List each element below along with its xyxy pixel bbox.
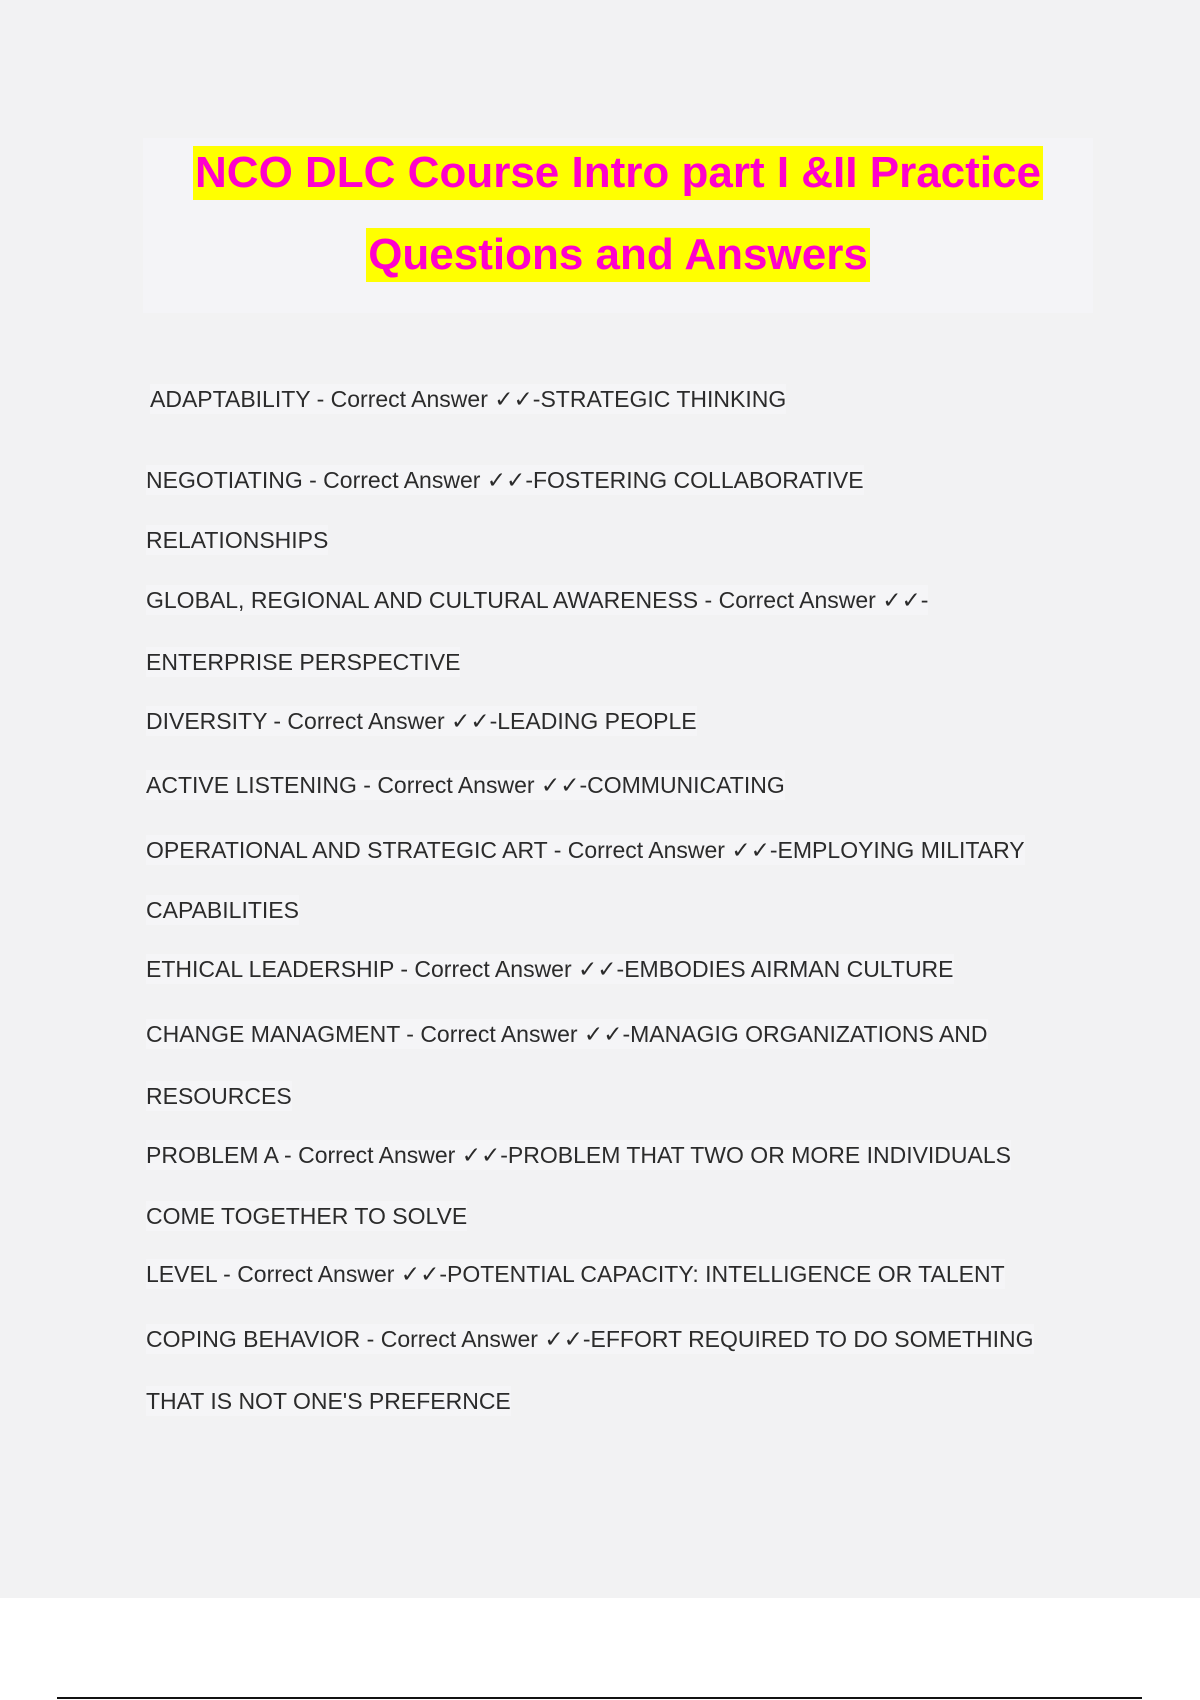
qa-line: ACTIVE LISTENING - Correct Answer ✓✓-COMMUNICATING — [146, 772, 785, 798]
qa-line: THAT IS NOT ONE'S PREFERNCE — [146, 1388, 511, 1414]
qa-line: COME TOGETHER TO SOLVE — [146, 1203, 468, 1229]
qa-line: ADAPTABILITY - Correct Answer ✓✓-STRATEGIC THINKING — [150, 386, 787, 412]
qa-line: RELATIONSHIPS — [146, 527, 329, 553]
qa-line: PROBLEM A - Correct Answer ✓✓-PROBLEM THAT TWO OR MORE INDIVIDUALS — [146, 1142, 1012, 1168]
qa-line: GLOBAL, REGIONAL AND CULTURAL AWARENESS - Correct Answer ✓✓- — [146, 587, 929, 613]
qa-line: ENTERPRISE PERSPECTIVE — [146, 649, 461, 675]
qa-line: LEVEL - Correct Answer ✓✓-POTENTIAL CAPACITY: INTELLIGENCE OR TALENT — [146, 1261, 1005, 1287]
qa-line: CAPABILITIES — [146, 897, 299, 923]
qa-line: DIVERSITY - Correct Answer ✓✓-LEADING PEOPLE — [146, 708, 697, 734]
page-title-line-2: Questions and Answers — [366, 228, 870, 282]
page-title-line-1: NCO DLC Course Intro part I &II Practice — [193, 146, 1043, 200]
qa-line: OPERATIONAL AND STRATEGIC ART - Correct Answer ✓✓-EMPLOYING MILITARY — [146, 837, 1025, 863]
page-divider — [57, 1697, 1142, 1699]
qa-line: NEGOTIATING - Correct Answer ✓✓-FOSTERING COLLABORATIVE — [146, 467, 864, 493]
qa-line: ETHICAL LEADERSHIP - Correct Answer ✓✓-EMBODIES AIRMAN CULTURE — [146, 956, 954, 982]
qa-line: CHANGE MANAGMENT - Correct Answer ✓✓-MANAGIG ORGANIZATIONS AND — [146, 1021, 988, 1047]
title-block — [143, 138, 1093, 313]
qa-line: RESOURCES — [146, 1083, 292, 1109]
qa-line: COPING BEHAVIOR - Correct Answer ✓✓-EFFORT REQUIRED TO DO SOMETHING — [146, 1326, 1034, 1352]
